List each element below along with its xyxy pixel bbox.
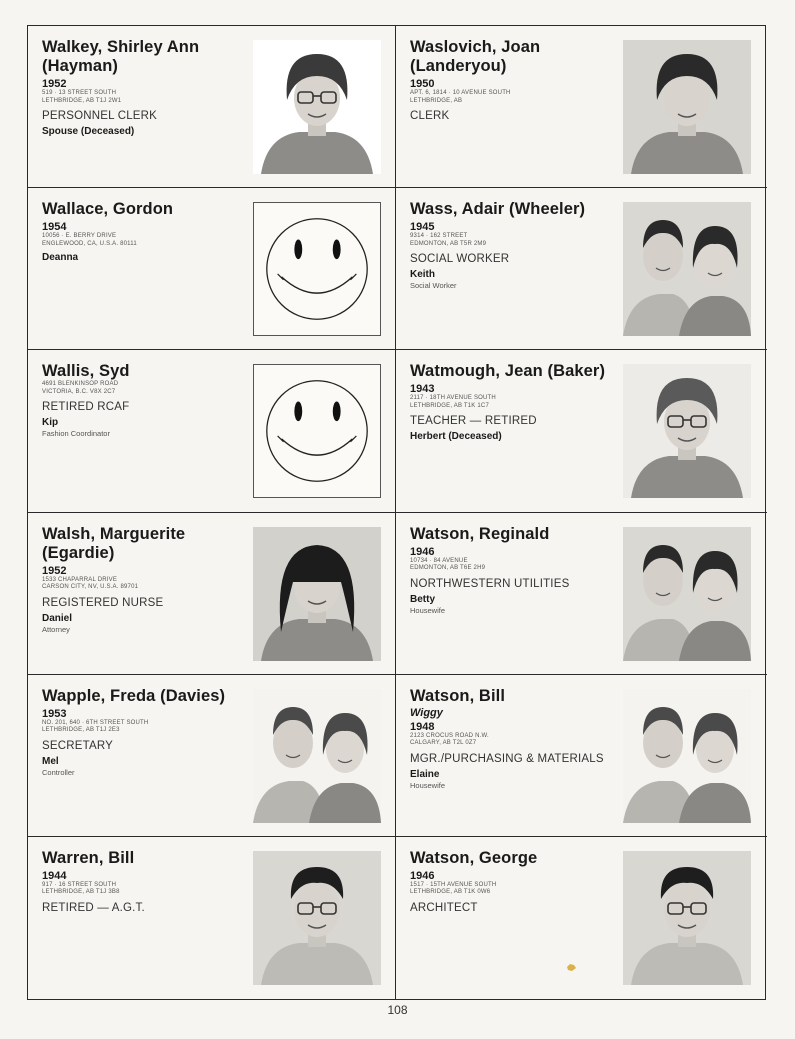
entry-spouse: Keith: [410, 269, 435, 281]
entry-photo: [253, 40, 381, 174]
entry-text: [410, 362, 615, 442]
entry-name: Warren, Bill: [42, 848, 135, 867]
entry-address-line-2: ENGLEWOOD, CA, U.S.A. 80111: [42, 240, 137, 247]
couple-photo-icon: [623, 689, 751, 823]
entry-address-line-2: EDMONTON, AB T6E 2H9: [410, 565, 486, 571]
entry-year: 1952: [42, 564, 67, 577]
directory-entry: [28, 837, 396, 999]
entry-name: Watmough, Jean (Baker): [410, 362, 606, 381]
entry-address-line-2: LETHBRIDGE, AB: [410, 97, 463, 104]
entry-occupation: TEACHER — RETIRED: [410, 415, 537, 428]
entry-year: 1950: [410, 78, 435, 90]
entry-text: [410, 200, 615, 290]
entry-spouse: Herbert (Deceased): [410, 431, 502, 443]
entry-text: [42, 849, 252, 914]
entry-text: [410, 687, 615, 790]
smiley-face-icon: [254, 365, 380, 497]
entry-address-line-2: LETHBRIDGE, AB T1K 0W6: [410, 889, 491, 896]
entry-address-line-2: LETHBRIDGE, AB T1J 2E3: [42, 727, 120, 734]
entry-photo: [253, 364, 381, 498]
entry-spouse: Deanna: [42, 252, 79, 264]
directory-entry: [396, 513, 767, 675]
entry-spouse-occupation: Housewife: [410, 605, 446, 615]
couple-photo-icon: [623, 202, 751, 336]
directory-grid: [27, 25, 766, 1000]
entry-text: [410, 38, 615, 122]
entry-spouse: Daniel: [42, 612, 73, 624]
entry-year: 1946: [410, 545, 435, 558]
smiley-face-icon: [254, 203, 380, 335]
directory-entry: [28, 675, 396, 837]
entry-spouse: Betty: [410, 593, 436, 605]
entry-photo: [623, 202, 751, 336]
entry-occupation: NORTHWESTERN UTILITIES: [410, 577, 570, 590]
directory-entry: [396, 350, 767, 512]
portrait-photo-icon: [253, 527, 381, 661]
entry-name: Wallace, Gordon: [42, 200, 174, 219]
entry-name: Walsh, Marguerite (Egardie): [42, 524, 186, 562]
entry-year: 1944: [42, 869, 67, 882]
entry-spouse: Kip: [42, 417, 59, 429]
entry-photo: [623, 364, 751, 498]
entry-occupation: RETIRED — A.G.T.: [42, 901, 145, 914]
entry-year: 1948: [410, 720, 435, 733]
directory-entry: [28, 350, 396, 512]
entry-photo: [623, 689, 751, 823]
entry-address-line-1: 917 · 16 STREET SOUTH: [42, 881, 117, 888]
entry-name: Walkey, Shirley Ann (Hayman): [42, 38, 200, 75]
directory-entry: [396, 837, 767, 999]
entry-spouse-occupation: Fashion Coordinator: [42, 429, 110, 439]
entry-address-line-2: EDMONTON, AB T5R 2M9: [410, 240, 487, 247]
entry-address-line-1: 10056 · E. BERRY DRIVE: [42, 233, 117, 240]
entry-text: [42, 525, 252, 634]
entry-photo: [253, 851, 381, 985]
entry-occupation: REGISTERED NURSE: [42, 596, 164, 609]
directory-entry: [28, 188, 396, 350]
entry-spouse-occupation: Attorney: [42, 624, 70, 634]
entry-text: [42, 687, 252, 777]
entry-year: 1952: [42, 78, 67, 90]
entry-year: 1943: [410, 383, 435, 396]
entry-year: 1953: [42, 707, 67, 720]
directory-entry: [396, 675, 767, 837]
entry-name: Wass, Adair (Wheeler): [410, 200, 586, 219]
entry-name: Watson, Bill: [410, 686, 506, 705]
entry-occupation: SECRETARY: [42, 739, 114, 752]
entry-address-line-1: 1517 · 15TH AVENUE SOUTH: [410, 881, 497, 888]
entry-photo: [623, 851, 751, 985]
entry-photo: [623, 527, 751, 661]
entry-spouse: Mel: [42, 755, 59, 767]
directory-entry: [28, 513, 396, 675]
entry-address-line-1: 1533 CHAPARRAL DRIVE: [42, 576, 118, 583]
entry-address-line-2: CARSON CITY, NV, U.S.A. 89701: [42, 584, 139, 590]
entry-address-line-1: APT. 6, 1814 · 10 AVENUE SOUTH: [410, 90, 511, 96]
entry-occupation: MGR./PURCHASING & MATERIALS: [410, 752, 604, 765]
entry-occupation: ARCHITECT: [410, 901, 478, 914]
entry-photo: [253, 689, 381, 823]
entry-text: [410, 849, 615, 914]
entry-text: [42, 200, 252, 263]
entry-spouse-occupation: Controller: [42, 767, 75, 777]
portrait-photo-icon: [623, 851, 751, 985]
entry-year: 1946: [410, 869, 435, 882]
entry-spouse: Spouse (Deceased): [42, 126, 135, 137]
entry-year: 1954: [42, 221, 67, 234]
entry-text: [42, 38, 252, 137]
entry-address-line-2: VICTORIA, B.C. V8X 2C7: [42, 388, 116, 395]
entry-photo: [253, 202, 381, 336]
entry-spouse: Elaine: [410, 768, 440, 780]
entry-address-line-1: 9314 · 162 STREET: [410, 233, 468, 240]
directory-entry: [396, 188, 767, 350]
portrait-photo-icon: [623, 40, 751, 174]
portrait-photo-icon: [253, 851, 381, 985]
entry-name: Waslovich, Joan (Landeryou): [410, 38, 541, 75]
entry-address-line-1: 519 · 13 STREET SOUTH: [42, 90, 117, 96]
entry-spouse-occupation: Social Worker: [410, 281, 457, 291]
entry-address-line-2: LETHBRIDGE, AB T1K 1C7: [410, 402, 489, 409]
entry-name: Watson, George: [410, 848, 538, 867]
entry-year: 1945: [410, 221, 435, 234]
entry-address-line-2: LETHBRIDGE, AB T1J 3B8: [42, 889, 120, 896]
entry-address-line-1: NO. 201, 640 · 6TH STREET SOUTH: [42, 719, 149, 726]
entry-text: [42, 362, 252, 438]
entry-occupation: SOCIAL WORKER: [410, 253, 510, 266]
entry-address-line-1: 10734 · 84 AVENUE: [410, 557, 468, 564]
directory-entry: [28, 26, 396, 188]
entry-address-line-2: CALGARY, AB T2L 0Z7: [410, 740, 477, 747]
directory-entry: [396, 26, 767, 188]
couple-photo-icon: [623, 527, 751, 661]
entry-name: Wapple, Freda (Davies): [42, 686, 226, 705]
entry-address-line-2: LETHBRIDGE, AB T1J 2W1: [42, 97, 122, 104]
portrait-photo-icon: [253, 40, 381, 174]
paper-speck: [565, 962, 577, 972]
entry-photo: [253, 527, 381, 661]
entry-address-line-1: 2123 CROCUS ROAD N.W.: [410, 732, 489, 739]
entry-address-line-1: 2117 · 18TH AVENUE SOUTH: [410, 395, 496, 402]
portrait-photo-icon: [623, 364, 751, 498]
page-number: 108: [387, 1003, 408, 1017]
entry-name: Wallis, Syd: [42, 362, 130, 381]
entry-text: [410, 525, 615, 615]
entry-nickname: Wiggy: [410, 706, 443, 719]
entry-occupation: RETIRED RCAF: [42, 401, 130, 414]
entry-spouse-occupation: Housewife: [410, 780, 446, 790]
entry-address-line-1: 4691 BLENKINSOP ROAD: [42, 381, 119, 388]
entry-name: Watson, Reginald: [410, 524, 550, 543]
entry-photo: [623, 40, 751, 174]
entry-occupation: PERSONNEL CLERK: [42, 110, 158, 122]
couple-photo-icon: [253, 689, 381, 823]
entry-occupation: CLERK: [410, 110, 450, 122]
